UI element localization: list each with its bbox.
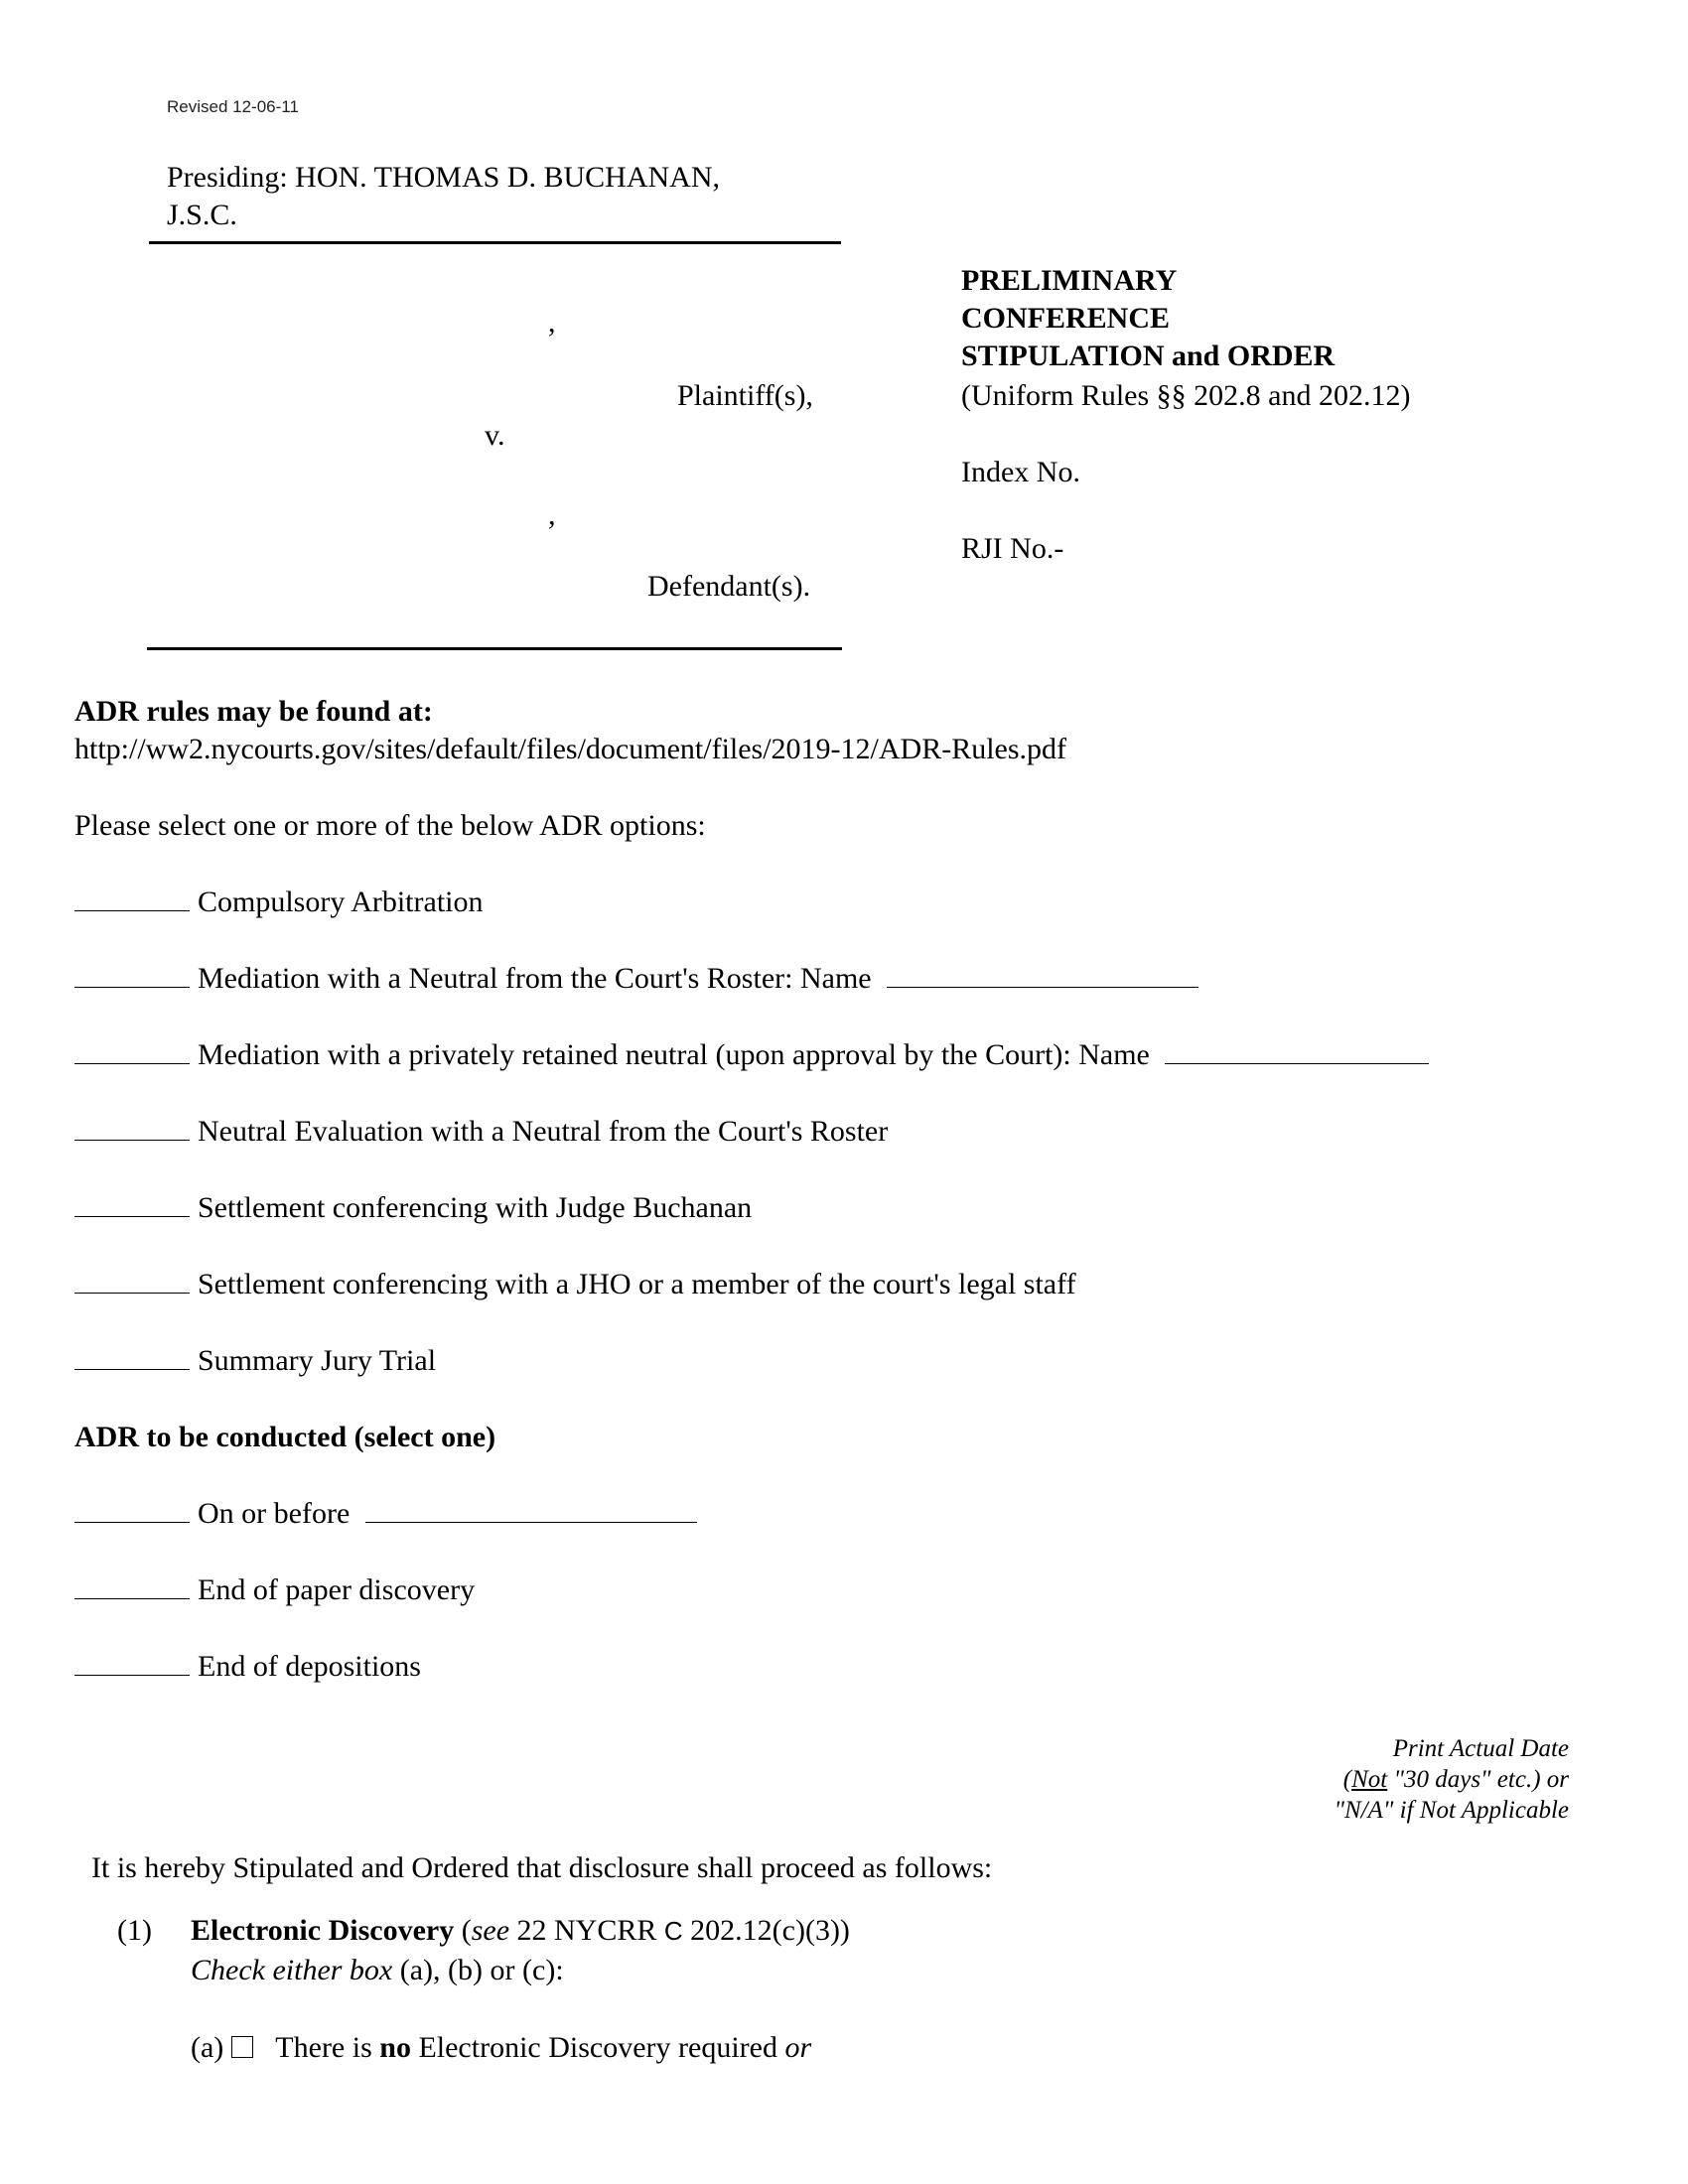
adr-conducted-blank[interactable] — [74, 1574, 190, 1599]
item-a-or: or — [784, 2031, 812, 2064]
note-line1: Print Actual Date — [1392, 1735, 1569, 1762]
adr-option-mediation-private — [74, 1036, 1429, 1074]
adr-option-blank[interactable] — [74, 1192, 190, 1217]
section-1-cite: 22 NYCRR — [509, 1914, 664, 1947]
adr-option-blank[interactable] — [74, 1345, 190, 1370]
revised-date: Revised 12-06-11 — [167, 97, 299, 116]
print-date-note — [1271, 1733, 1569, 1826]
defendant-label: Defendant(s). — [647, 570, 811, 603]
plaintiff-label: Plaintiff(s), — [677, 379, 813, 412]
adr-conducted-blank[interactable] — [74, 1651, 190, 1676]
adr-option-label: Summary Jury Trial — [198, 1344, 437, 1377]
section-1-open-paren: ( — [454, 1914, 472, 1947]
item-a-checkbox[interactable] — [231, 2036, 253, 2058]
section-1-item-a — [191, 2029, 811, 2067]
note-line2-rest: "30 days" etc.) or — [1387, 1766, 1569, 1793]
section-1-section-sign: C — [663, 1916, 683, 1946]
adr-option-label: Mediation with a Neutral from the Court's Roster: Name — [198, 962, 872, 995]
note-line2 — [1271, 1764, 1569, 1795]
index-number-label: Index No. — [961, 456, 1080, 488]
adr-conducted-heading: ADR to be conducted (select one) — [74, 1421, 496, 1453]
adr-option-label: Settlement conferencing with Judge Buchanan — [198, 1191, 753, 1224]
adr-instruction: Please select one or more of the below ADR options: — [74, 809, 706, 842]
plaintiff-comma: , — [548, 306, 556, 339]
item-a-no: no — [379, 2031, 411, 2064]
stipulation-statement: It is hereby Stipulated and Ordered that disclosure shall proceed as follows: — [91, 1851, 993, 1884]
uniform-rules-citation: (Uniform Rules §§ 202.8 and 202.12) — [961, 379, 1411, 412]
adr-conducted-end-paper-discovery — [74, 1571, 475, 1609]
item-a-post: Electronic Discovery required — [410, 2031, 785, 2064]
section-1-cite-rest: 202.12(c)(3)) — [682, 1914, 850, 1947]
adr-option-settlement-jho — [74, 1266, 1076, 1303]
adr-option-compulsory-arbitration — [74, 884, 484, 921]
adr-rules-heading: ADR rules may be found at: — [74, 695, 433, 728]
defendant-comma: , — [548, 498, 556, 531]
caption-bottom-rule — [147, 647, 842, 650]
adr-option-settlement-judge — [74, 1189, 752, 1227]
adr-option-label: Neutral Evaluation with a Neutral from the Court's Roster — [198, 1115, 889, 1148]
section-1-title: Electronic Discovery — [191, 1914, 455, 1947]
item-a-pre: There is — [275, 2031, 380, 2064]
form-title-line1: PRELIMINARY — [961, 264, 1178, 297]
adr-conducted-on-or-before — [74, 1495, 697, 1533]
section-1-instruction — [191, 1952, 564, 1989]
mediator-name-blank[interactable] — [887, 986, 1198, 988]
adr-option-blank[interactable] — [74, 963, 190, 988]
presiding-judge-line1: Presiding: HON. THOMAS D. BUCHANAN, — [167, 161, 720, 194]
adr-option-blank[interactable] — [74, 1039, 190, 1064]
section-1-heading — [191, 1912, 850, 1950]
adr-option-blank[interactable] — [74, 1269, 190, 1294]
section-1-check-italic: Check either box — [191, 1954, 393, 1986]
adr-option-blank[interactable] — [74, 887, 190, 911]
section-1-number: (1) — [117, 1914, 152, 1947]
adr-conducted-label: On or before — [198, 1497, 351, 1530]
item-a-label: (a) — [191, 2031, 224, 2064]
adr-conducted-label: End of paper discovery — [198, 1573, 476, 1606]
caption-top-rule — [149, 241, 841, 244]
note-line3: "N/A" if Not Applicable — [1334, 1797, 1569, 1824]
adr-option-blank[interactable] — [74, 1116, 190, 1141]
adr-option-label: Compulsory Arbitration — [198, 886, 484, 918]
note-open-paren: ( — [1342, 1766, 1352, 1793]
presiding-judge-line2: J.S.C. — [167, 199, 237, 231]
section-1-see: see — [471, 1914, 510, 1947]
adr-conducted-label: End of depositions — [198, 1650, 421, 1683]
adr-conducted-blank[interactable] — [74, 1498, 190, 1523]
private-neutral-name-blank[interactable] — [1165, 1062, 1429, 1064]
form-title-line2: CONFERENCE — [961, 302, 1171, 335]
adr-option-mediation-roster — [74, 960, 1198, 998]
adr-option-label: Settlement conferencing with a JHO or a member of the court's legal staff — [198, 1268, 1076, 1300]
adr-date-blank[interactable] — [365, 1521, 697, 1523]
rji-number-label: RJI No.- — [961, 532, 1064, 565]
versus-label: v. — [485, 419, 505, 452]
adr-conducted-end-depositions — [74, 1648, 421, 1686]
adr-option-summary-jury-trial — [74, 1342, 436, 1380]
note-not: Not — [1351, 1766, 1388, 1793]
section-1-check-rest: (a), (b) or (c): — [392, 1954, 564, 1986]
adr-rules-url[interactable]: http://ww2.nycourts.gov/sites/default/files/document/files/2019-12/ADR-Rules.pdf — [74, 733, 1067, 765]
form-title-line3: STIPULATION and ORDER — [961, 340, 1336, 372]
adr-option-label: Mediation with a privately retained neutral (upon approval by the Court): Name — [198, 1038, 1150, 1071]
adr-option-neutral-evaluation — [74, 1113, 888, 1151]
